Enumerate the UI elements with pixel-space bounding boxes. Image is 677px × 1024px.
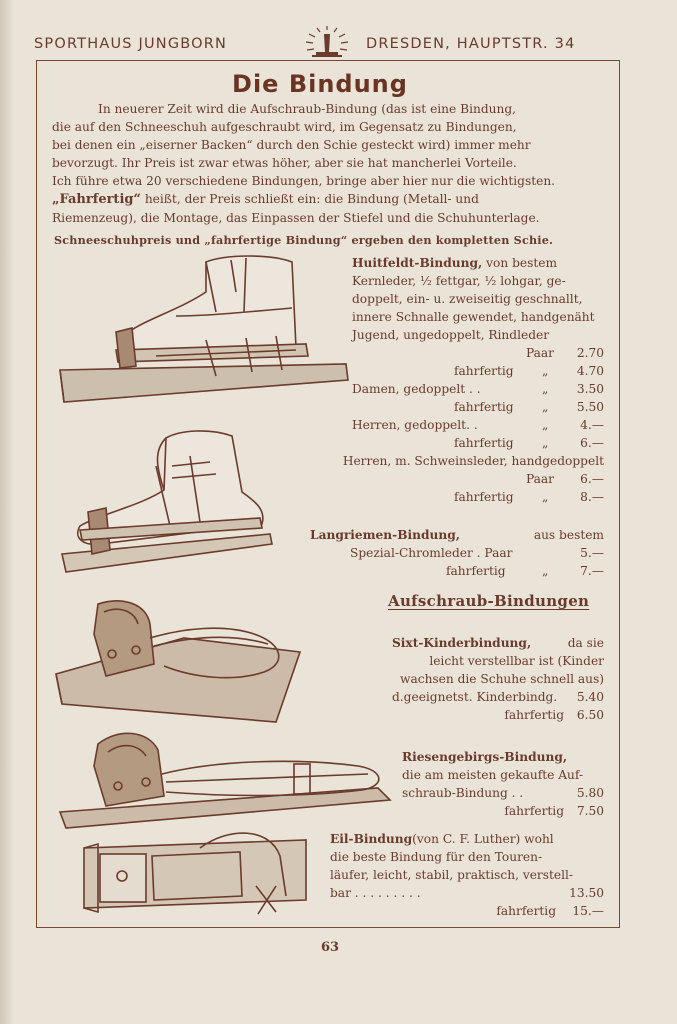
- price-row: [330, 830, 604, 848]
- summary-bold-line: Schneeschuhpreis und „fahrfertige Bindung“ ergeben den kompletten Schie.: [54, 233, 554, 247]
- price-row: [330, 866, 604, 884]
- huitfeldt-description: [352, 254, 604, 344]
- jugend-price: 2.70: [576, 346, 604, 360]
- paar-label: Paar: [525, 346, 554, 360]
- price-row: [392, 634, 604, 652]
- riesengebirgs-description: [402, 748, 604, 820]
- price-row: [310, 544, 604, 562]
- page-header: [0, 26, 677, 58]
- price-row: [330, 848, 604, 866]
- ditto-mark: „: [542, 490, 549, 504]
- price-row: [310, 562, 604, 580]
- huitfeldt-desc: Kernleder, ½ fettgar, ½ lohgar, ge-: [352, 274, 566, 288]
- price-row: [392, 670, 604, 688]
- price-row: [330, 902, 604, 920]
- price-row: [310, 434, 604, 452]
- fahrfertig-definition: heißt, der Preis schließt ein: die Bindung (Metall- und: [140, 192, 479, 206]
- ditto-mark: „: [542, 382, 549, 396]
- riesengebirgs-fahr-price: 7.50: [576, 804, 604, 818]
- intro-line: bevorzugt. Ihr Preis ist zwar etwas höher, aber sie hat mancherlei Vorteile.: [52, 156, 517, 170]
- page-edge-shadow: [0, 0, 14, 1024]
- herren-fahr-price: 6.—: [580, 436, 604, 450]
- fahrfertig-label: fahrfertig: [496, 904, 556, 918]
- section-heading-aufschraub: Aufschraub-Bindungen: [388, 592, 590, 610]
- price-row: [402, 784, 604, 802]
- ditto-mark: „: [542, 418, 549, 432]
- sixt-kinderbindung-illustration: [54, 594, 304, 724]
- schwein-price: 6.—: [580, 472, 604, 486]
- langriemen-fahr-price: 7.—: [580, 564, 604, 578]
- intro-line: Riemenzeug), die Montage, das Einpassen der Stiefel und die Schuhunterlage.: [52, 211, 540, 225]
- intro-paragraph: [52, 100, 604, 227]
- langriemen-description: [310, 526, 604, 580]
- eil-description: [330, 830, 604, 920]
- price-row: [402, 748, 604, 766]
- riesengebirgs-desc: die am meisten gekaufte Auf-: [402, 768, 584, 782]
- huitfeldt-line: [352, 254, 604, 272]
- langriemen-name: Langriemen-Bindung,: [310, 528, 461, 542]
- riesengebirgs-variant: schraub-Bindung . .: [402, 786, 524, 800]
- price-row: [392, 688, 604, 706]
- fahrfertig-label: fahrfertig: [454, 400, 514, 414]
- sixt-desc: leicht verstellbar ist (Kinder: [429, 654, 604, 668]
- price-row: [392, 706, 604, 724]
- eil-price: 13.50: [569, 886, 604, 900]
- eil-binding-illustration: [80, 826, 312, 918]
- paar-label: Paar: [525, 472, 554, 486]
- fahrfertig-term: „Fahrfertig“: [52, 192, 141, 207]
- intro-line: Ich führe etwa 20 verschiedene Bindungen, bringe aber hier nur die wichtigsten.: [52, 174, 556, 188]
- huitfeldt-desc: doppelt, ein- u. zweiseitig geschnallt,: [352, 292, 583, 306]
- price-row: [310, 344, 604, 362]
- ditto-mark: „: [542, 400, 549, 414]
- fahrfertig-label: fahrfertig: [446, 564, 506, 578]
- price-row: [310, 452, 604, 470]
- damen-fahr-price: 5.50: [576, 400, 604, 414]
- price-row: [402, 766, 604, 784]
- price-row: [310, 416, 604, 434]
- huitfeldt-desc: innere Schnalle gewendet, handgenäht: [352, 310, 595, 324]
- schwein-fahr-price: 8.—: [580, 490, 604, 504]
- store-address: DRESDEN, HAUPTSTR. 34: [366, 36, 576, 52]
- price-row: [310, 380, 604, 398]
- huitfeldt-prices: [310, 344, 604, 506]
- langriemen-price: 5.—: [580, 546, 604, 560]
- sixt-fahr-price: 6.50: [576, 708, 604, 722]
- huitfeldt-binding-illustration: [56, 252, 352, 408]
- herren-variant: Herren, gedoppelt. .: [352, 418, 478, 432]
- langriemen-binding-illustration: [60, 426, 276, 576]
- sixt-name: Sixt-Kinderbindung,: [392, 636, 532, 650]
- fahrfertig-label: fahrfertig: [454, 436, 514, 450]
- ditto-mark: „: [542, 564, 549, 578]
- eil-variant: bar . . . . . . . . .: [330, 886, 421, 900]
- jugend-fahr-price: 4.70: [576, 364, 604, 378]
- price-row: [310, 470, 604, 488]
- eil-desc: (von C. F. Luther) wohl: [412, 832, 554, 846]
- intro-line: die auf den Schneeschuh aufgeschraubt wird, im Gegensatz zu Bindungen,: [52, 120, 517, 134]
- ditto-mark: „: [542, 364, 549, 378]
- huitfeldt-name: Huitfeldt-Bindung,: [352, 256, 483, 270]
- price-row: [310, 398, 604, 416]
- fahrfertig-label: fahrfertig: [504, 804, 564, 818]
- sixt-price: 5.40: [576, 690, 604, 704]
- schweinsleder-variant: Herren, m. Schweinsleder, handgedoppelt: [342, 454, 604, 468]
- langriemen-title-line: [310, 526, 460, 544]
- page-number: 63: [320, 940, 340, 955]
- sixt-variant: d.geeignetst. Kinderbindg.: [392, 690, 558, 704]
- sixt-desc: wachsen die Schuhe schnell aus): [400, 672, 604, 686]
- price-row: [310, 488, 604, 506]
- damen-price: 3.50: [576, 382, 604, 396]
- langriemen-material: Spezial-Chromleder . Paar: [350, 546, 513, 560]
- price-row: [310, 526, 604, 544]
- intro-line: [52, 190, 604, 209]
- huitfeldt-desc: von bestem: [486, 256, 558, 270]
- damen-variant: Damen, gedoppelt . .: [352, 382, 481, 396]
- page-title: Die Bindung: [232, 70, 408, 98]
- store-name: SPORTHAUS JUNGBORN: [34, 36, 228, 52]
- riesengebirgs-price: 5.80: [576, 786, 604, 800]
- intro-line: bei denen ein „eiserner Backen“ durch den Schie gesteckt wird) immer mehr: [52, 138, 531, 152]
- eil-desc: die beste Bindung für den Touren-: [330, 850, 543, 864]
- price-row: [330, 884, 604, 902]
- sixt-description: [392, 634, 604, 724]
- riesengebirgs-binding-illustration: [58, 726, 392, 830]
- herren-price: 4.—: [580, 418, 604, 432]
- torch-logo-icon: [300, 26, 354, 58]
- eil-desc: läufer, leicht, stabil, praktisch, verstell-: [330, 868, 574, 882]
- eil-name: Eil-Bindung: [330, 832, 413, 846]
- jugend-variant: Jugend, ungedoppelt, Rindleder: [352, 328, 550, 342]
- price-row: [402, 802, 604, 820]
- fahrfertig-label: fahrfertig: [454, 490, 514, 504]
- eil-fahr-price: 15.—: [572, 904, 604, 918]
- riesengebirgs-name: Riesengebirgs-Bindung,: [402, 750, 568, 764]
- langriemen-desc: aus bestem: [533, 528, 604, 542]
- price-row: [310, 362, 604, 380]
- fahrfertig-label: fahrfertig: [504, 708, 564, 722]
- ditto-mark: „: [542, 436, 549, 450]
- sixt-desc: da sie: [567, 636, 604, 650]
- price-row: [392, 652, 604, 670]
- fahrfertig-label: fahrfertig: [454, 364, 514, 378]
- intro-line: In neuerer Zeit wird die Aufschraub-Bindung (das ist eine Bindung,: [98, 102, 516, 116]
